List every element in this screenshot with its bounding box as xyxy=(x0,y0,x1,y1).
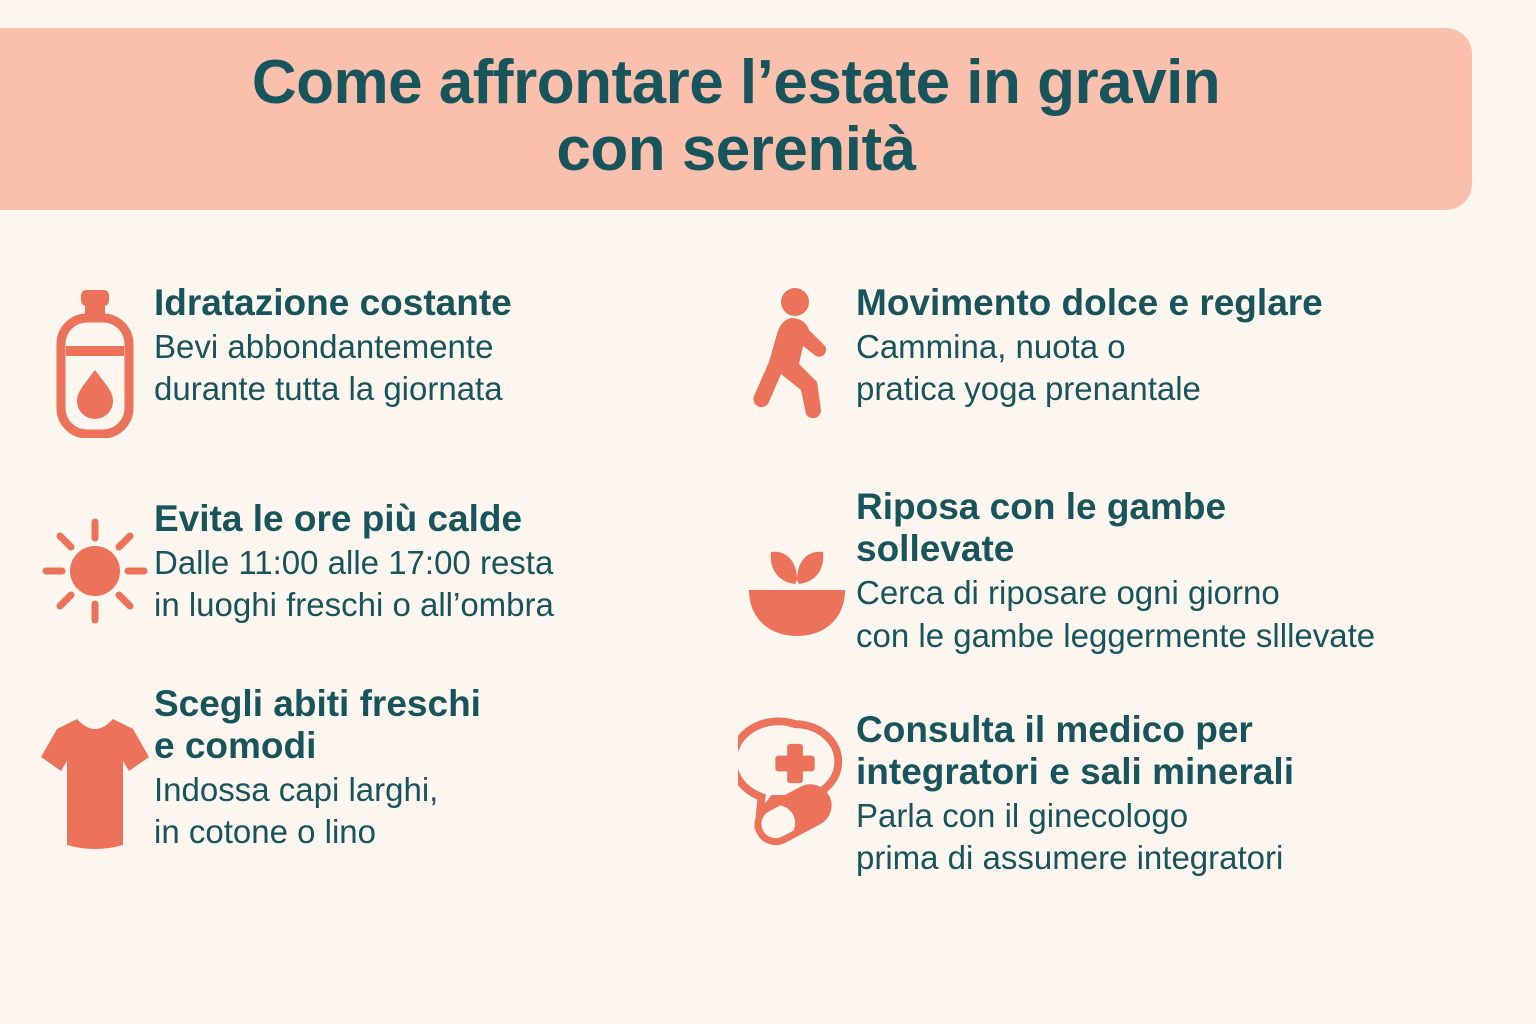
tip-title: Movimento dolce e reglare xyxy=(856,282,1323,323)
tip-text xyxy=(856,486,1536,657)
walking-person-icon xyxy=(738,282,856,426)
tip-item xyxy=(36,282,726,438)
tip-title: Riposa con le gambe sollevate xyxy=(856,486,1227,570)
tip-description: Bevi abbondantemente durante tutta la giornata xyxy=(154,328,503,408)
tip-item xyxy=(738,282,1536,426)
water-bottle-icon xyxy=(36,282,154,438)
tips-column-right xyxy=(726,282,1536,880)
page-title: Come affrontare l’estate in gravin con serenità xyxy=(251,48,1221,184)
legs-up-bowl-icon xyxy=(738,486,856,642)
tip-title: Idratazione costante xyxy=(154,282,512,323)
sun-icon xyxy=(36,498,154,626)
tip-title: Scegli abiti freschi e comodi xyxy=(154,682,481,766)
tip-text xyxy=(154,498,726,627)
tip-text xyxy=(154,282,726,411)
tip-text xyxy=(856,709,1536,880)
tip-description: Cammina, nuota o pratica yoga prenantale xyxy=(856,328,1201,408)
medical-chat-pills-icon xyxy=(738,709,856,867)
tip-item xyxy=(738,486,1536,657)
tips-column-left xyxy=(0,282,726,880)
tip-title: Evita le ore più calde xyxy=(154,498,523,539)
tip-description: Dalle 11:00 alle 17:00 resta in luoghi freschi o all’ombra xyxy=(154,544,554,624)
tip-item xyxy=(36,498,726,627)
tip-description: Cerca di riposare ogni giorno con le gambe leggermente slllevate xyxy=(856,574,1376,654)
tip-text xyxy=(154,683,726,854)
header-banner xyxy=(0,28,1472,210)
tip-description: Parla con il ginecologo prima di assumere integratori xyxy=(856,797,1284,877)
tip-item xyxy=(738,709,1536,880)
tips-columns xyxy=(0,282,1536,880)
tip-title: Consulta il medico per integratori e sali minerali xyxy=(856,708,1294,792)
tshirt-icon xyxy=(36,683,154,853)
tip-description: Indossa capi larghi, in cotone o lino xyxy=(154,770,439,851)
tip-item xyxy=(36,683,726,854)
tip-text xyxy=(856,282,1536,411)
